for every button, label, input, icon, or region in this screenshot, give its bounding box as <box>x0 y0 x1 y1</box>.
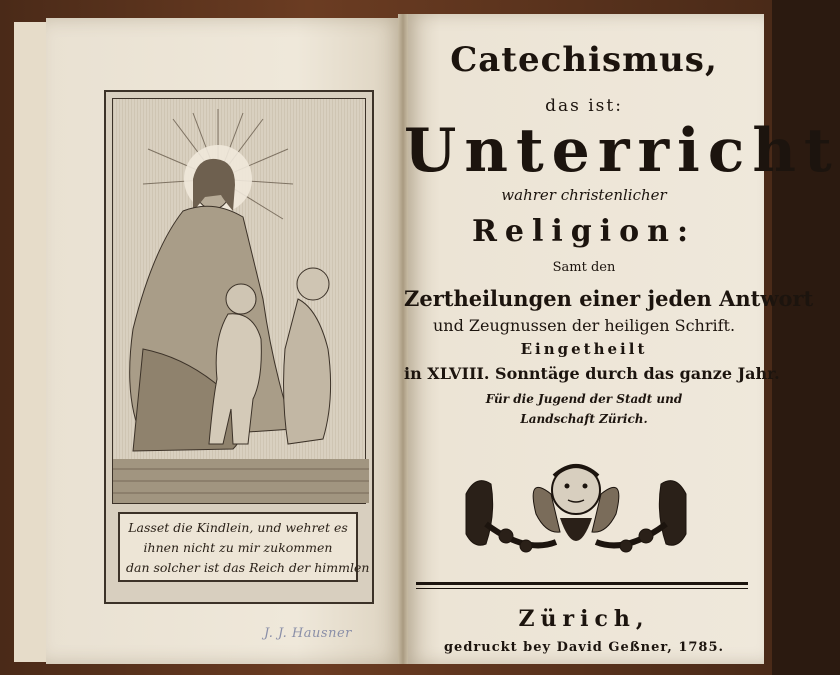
caption-line-2: ihnen nicht zu mir zukommen <box>143 540 333 555</box>
book-title: Catechismus, <box>450 40 718 80</box>
imprint-printer: gedruckt bey David Geßner, 1785. <box>443 640 725 655</box>
title-page <box>404 14 840 664</box>
caption-line-1: Lasset die Kindlein, und wehret es <box>128 520 348 535</box>
double-rule-top <box>416 582 748 585</box>
engraving-illustration <box>112 98 366 504</box>
eingetheilt-line: Eingetheilt <box>520 340 648 358</box>
frontispiece-caption <box>118 512 370 582</box>
landschaft-line: Landschaft Zürich. <box>520 412 648 426</box>
religion-line: Religion: <box>471 214 697 249</box>
frontispiece-plate <box>104 90 374 604</box>
double-rule-bottom <box>416 588 748 589</box>
main-title-word: Unterricht <box>404 116 840 186</box>
zertheilungen-line: Zertheilungen einer jeden Antwort <box>404 286 814 311</box>
cherub-vignette <box>456 454 696 564</box>
owner-signature: J. J. Hausner <box>264 626 352 641</box>
sundays-line: in XLVIII. Sonntäge durch das ganze Jahr. <box>404 364 780 383</box>
wahrer-line: wahrer christenlicher <box>501 186 667 204</box>
caption-line-3: dan solcher ist das Reich der himmlen <box>126 560 370 575</box>
jugend-line: Für die Jugend der Stadt und <box>485 392 683 406</box>
imprint-place: Zürich, <box>518 606 650 632</box>
zeugnussen-line: und Zeugnussen der heiligen Schrift. <box>432 316 736 335</box>
samt-line: Samt den <box>552 260 616 275</box>
das-ist-line: das ist: <box>545 96 623 116</box>
